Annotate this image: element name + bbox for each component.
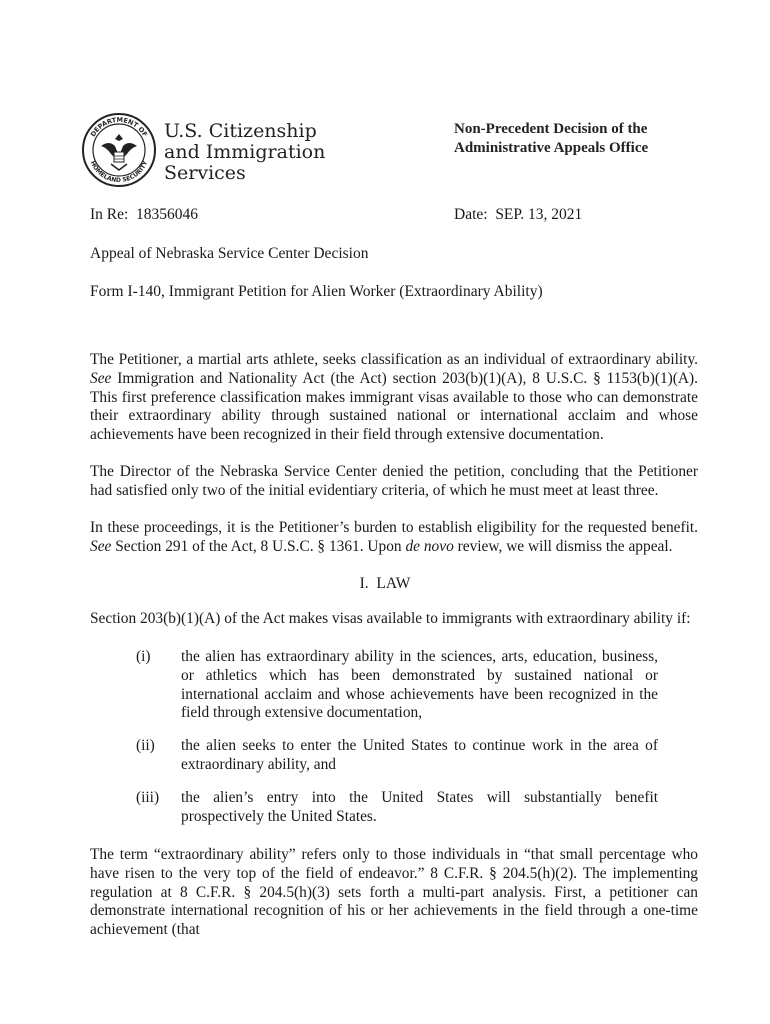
paragraph-definition: The term “extraordinary ability” refers only to those individuals in “that small percentage who have risen to the very top of the field of endeavor.” 8 C.F.R. § 204.5(h)(2). The implementing regulation at 8 C.F.R. § 204.5(h)(3) sets forth a multi-part analysis. First, a petitioner can demonstrate international recognition of his or her achievements in the field through a one-time achievement (that [90,846,698,939]
de-novo-term: de novo [405,537,454,555]
list-item-text: the alien has extraordinary ability in the sciences, arts, education, business, or athletics which has been demonstrated by sustained national or international acclaim and whose achievements have been recognized in the field through extensive documentation, [181,648,658,722]
paragraph-director: The Director of the Nebraska Service Center denied the petition, concluding that the Petitioner had satisfied only two of the initial evidentiary criteria, of which he must meet at least three. [90,463,698,499]
decision-type [454,120,648,158]
see-citation: See [90,537,112,555]
decision-line-1: Non-Precedent Decision of the [454,121,648,137]
decision-date: Date: SEP. 13, 2021 [454,206,583,223]
list-item-text: the alien seeks to enter the United States to continue work in the area of extraordinary ability, and [181,737,658,773]
list-item-text: the alien’s entry into the United States will substantially benefit prospectively the United States. [181,789,658,825]
list-item-number: (i) [136,648,151,665]
agency-line-2: and Immigration [164,141,326,163]
paragraph-law: Section 203(b)(1)(A) of the Act makes visas available to immigrants with extraordinary ability if: [90,610,691,627]
paragraph-burden [90,519,698,557]
seal-text-top: DEPARTMENT OF [88,115,150,139]
case-number: In Re: 18356046 [90,206,199,223]
paragraph-burden-c: review, we will dismiss the appeal. [453,537,673,555]
paragraph-intro-a: The Petitioner, a martial arts athlete, seeks classification as an individual of extraordinary ability. [90,351,698,368]
paragraph-intro [90,351,698,445]
dhs-seal-icon [81,112,157,188]
paragraph-intro-b: Immigration and Nationality Act (the Act) section 203(b)(1)(A), 8 U.S.C. § 1153(b)(1)(A). This first preference classification makes immigrant visas available to those who can demonstrate their extraordinary ability through sustained national or international acclaim and whose achievements have been recognized in their field through extensive documentation. [90,369,698,444]
agency-name [164,121,325,184]
paragraph-burden-b: Section 291 of the Act, 8 U.S.C. § 1361. Upon [111,537,406,555]
form-line: Form I-140, Immigrant Petition for Alien Worker (Extraordinary Ability) [90,283,543,300]
section-heading: I. LAW [359,575,411,592]
agency-line-3: Services [164,162,246,184]
see-citation: See [90,369,112,387]
seal-text-bottom: HOMELAND SECURITY [88,159,150,185]
list-item-number: (iii) [136,789,160,806]
agency-line-1: U.S. Citizenship [164,120,317,142]
paragraph-burden-a: In these proceedings, it is the Petitioner’s burden to establish eligibility for the requested benefit. [90,519,698,536]
list-item-number: (ii) [136,737,155,754]
decision-line-2: Administrative Appeals Office [454,140,649,156]
appeal-line: Appeal of Nebraska Service Center Decision [90,245,369,262]
